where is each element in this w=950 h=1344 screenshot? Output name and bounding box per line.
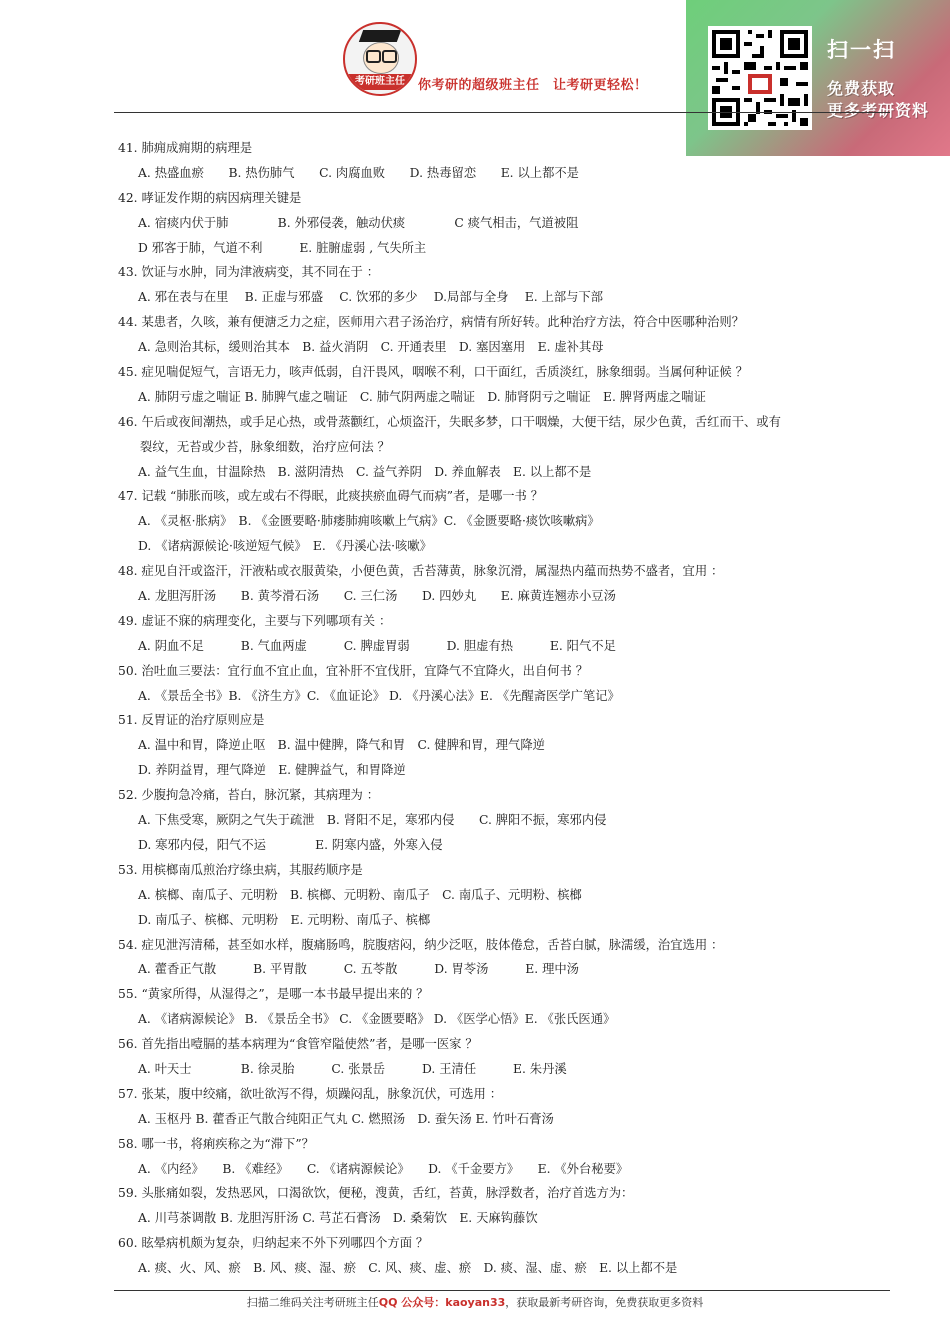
header-divider [114, 112, 890, 113]
answer-options: D. 寒邪内侵，阳气不运 E. 阴寒内盛，外寒入侵 [138, 837, 443, 852]
answer-options: D. 南瓜子、槟榔、元明粉 E. 元明粉、南瓜子、槟榔 [138, 912, 431, 927]
answer-options: A. 阴血不足 B. 气血两虚 C. 脾虚胃弱 D. 胆虚有热 E. 阳气不足 [138, 638, 616, 653]
footer-note [0, 1294, 950, 1310]
answer-options: A. 《内经》 B. 《难经》 C. 《诸病源候论》 D. 《千金要方》 E. 《外台秘要》 [138, 1161, 629, 1176]
question-text: 48. 症见自汗或盗汗，汗液粘或衣服黄染，小便色黄，舌苔薄黄，脉象沉滑，属湿热内蕴而热势不盛者，宜用 ： [118, 564, 724, 579]
answer-options: A. 下焦受寒，厥阴之气失于疏泄 B. 肾阳不足，寒邪内侵 C. 脾阳不振，寒邪内侵 [138, 813, 607, 828]
question-text: 59. 头胀痛如裂，发热恶风，口渴欲饮，便秘，溲黄，舌红，苔黄，脉浮数者，治疗首选方为： [118, 1186, 634, 1201]
graduation-cap-icon [359, 30, 401, 42]
footer-prefix: 扫描二维码关注考研班主任 [246, 1296, 379, 1309]
answer-options: A. 急则治其标，缓则治其本 B. 益火消阴 C. 开通表里 D. 塞因塞用 E. 虚补其母 [138, 340, 604, 355]
scan-label: 扫一扫 [827, 34, 896, 64]
footer-suffix: ，获取最新考研咨询，免费获取更多资料 [505, 1296, 704, 1309]
answer-options: A. 邪在表与在里 B. 正虚与邪盛 C. 饮邪的多少 D.局部与全身 E. 上部与下部 [138, 290, 604, 305]
footer-divider [114, 1290, 890, 1291]
question-list [118, 136, 898, 1281]
question-text: 53. 用槟榔南瓜煎治疗绦虫病，其服药顺序是 [118, 862, 363, 877]
promo-line-2: 更多考研资料 [827, 101, 930, 120]
answer-options: A. 宿痰内伏于肺 B. 外邪侵袭，触动伏痰 C 痰气相击，气道被阻 [138, 215, 579, 230]
answer-options: A. 《景岳全书》B. 《济生方》C. 《血证论》 D. 《丹溪心法》E. 《先醒斋医学广笔记》 [138, 688, 620, 703]
brand-logo [343, 22, 417, 96]
question-text: 47. 记载 “肺胀而咳，或左或右不得眠，此痰挟瘀血碍气而病”者，是哪一书 ？ [118, 489, 544, 504]
answer-options: A. 川芎茶调散 B. 龙胆泻肝汤 C. 芎芷石膏汤 D. 桑菊饮 E. 天麻钩藤饮 [138, 1211, 538, 1226]
answer-options: A. 痰、火、风、瘀 B. 风、痰、湿、瘀 C. 风、痰、虚、瘀 D. 痰、湿、虚、瘀 E. 以上都不是 [138, 1261, 678, 1276]
question-text: 44. 某患者，久咳，兼有便溏乏力之症，医师用六君子汤治疗，病情有所好转。此种治疗方法，符合中医哪种治则？ [118, 315, 745, 330]
glasses-right-lens [382, 50, 397, 63]
answer-options: D. 《诸病源候论·咳逆短气候》 E. 《丹溪心法·咳嗽》 [138, 539, 432, 554]
answer-options: A. 叶天士 B. 徐灵胎 C. 张景岳 D. 王清任 E. 朱丹溪 [138, 1061, 567, 1076]
question-text: 60. 眩晕病机颇为复杂，归纳起来不外下列哪四个方面 ？ [118, 1236, 429, 1251]
answer-options: A. 玉枢丹 B. 藿香正气散合纯阳正气丸 C. 燃照汤 D. 蚕矢汤 E. 竹叶石膏汤 [138, 1111, 554, 1126]
logo-text: 考研班主任 [343, 74, 417, 90]
question-text: 50. 治吐血三要法：宜行血不宜止血，宜补肝不宜伐肝，宜降气不宜降火，出自何书 ？ [118, 663, 589, 678]
glasses-icon [366, 50, 381, 63]
answer-options: A. 肺阴亏虚之喘证 B. 肺脾气虚之喘证 C. 肺气阴两虚之喘证 D. 肺肾阴亏之喘证 E. 脾肾两虚之喘证 [138, 389, 706, 404]
question-text: 裂纹，无苔或少苔，脉象细数，治疗应何法 ？ [140, 439, 390, 454]
question-text: 57. 张某，腹中绞痛，欲吐欲泻不得，烦躁闷乱，脉象沉伏，可选用 ： [118, 1086, 502, 1101]
question-text: 58. 哪一书，将痢疾称之为“滞下”？ [118, 1136, 314, 1151]
question-text: 51. 反胃证的治疗原则应是 [118, 713, 265, 728]
question-text: 43. 饮证与水肿，同为津液病变，其不同在于 ： [118, 265, 380, 280]
qr-promo-banner[interactable] [686, 0, 950, 156]
answer-options: A. 龙胆泻肝汤 B. 黄芩滑石汤 C. 三仁汤 D. 四妙丸 E. 麻黄连翘赤小豆汤 [138, 589, 616, 604]
question-text: 52. 少腹拘急冷痛，苔白，脉沉紧，其病理为 ： [118, 788, 380, 803]
answer-options: A. 槟榔、南瓜子、元明粉 B. 槟榔、元明粉、南瓜子 C. 南瓜子、元明粉、槟榔 [138, 887, 582, 902]
question-text: 41. 肺痈成痈期的病理是 [118, 141, 253, 155]
answer-options: A. 《诸病源候论》 B. 《景岳全书》 C. 《金匮要略》 D. 《医学心悟》E. 《张氏医通》 [138, 1012, 616, 1027]
header-slogan: 你考研的超级班主任 让考研更轻松！ [418, 78, 648, 93]
answer-options: A. 益气生血，甘温除热 B. 滋阴清热 C. 益气养阴 D. 养血解表 E. 以上都不是 [138, 464, 592, 479]
answer-options: D 邪客于肺，气道不利 E. 脏腑虚弱 , 气失所主 [138, 240, 427, 255]
question-text: 56. 首先指出噎膈的基本病理为“食管窄隘使然”者，是哪一医家 ？ [118, 1037, 478, 1052]
answer-options: A. 热盛血瘀 B. 热伤肺气 C. 肉腐血败 D. 热毒留恋 E. 以上都不是 [138, 165, 579, 180]
question-text: 54. 症见泄泻清稀，甚至如水样，腹痛肠鸣，脘腹痞闷，纳少泛呕，肢体倦怠，舌苔白腻，脉濡缓，治宜选用 ： [118, 937, 724, 952]
answer-options: D. 养阴益胃，理气降逆 E. 健脾益气，和胃降逆 [138, 763, 406, 778]
question-text: 42. 哮证发作期的病因病理关键是 [118, 190, 302, 205]
answer-options: A. 藿香正气散 B. 平胃散 C. 五苓散 D. 胃苓汤 E. 理中汤 [138, 962, 579, 977]
answer-options: A. 温中和胃，降逆止呕 B. 温中健脾，降气和胃 C. 健脾和胃，理气降逆 [138, 738, 545, 753]
answer-options: A. 《灵枢·胀病》 B. 《金匮要略·肺痿肺痈咳嗽上气病》C. 《金匮要略·痰饮咳嗽病》 [138, 514, 600, 529]
qr-code-icon[interactable] [708, 26, 812, 130]
question-text: 49. 虚证不寐的病理变化，主要与下列哪项有关 ： [118, 613, 392, 628]
promo-line-1: 免费获取 [827, 79, 896, 98]
question-text: 55. “黄家所得，从湿得之”，是哪一本书最早提出来的 ？ [118, 987, 429, 1002]
question-text: 46. 午后或夜间潮热，或手足心热，或骨蒸颧红，心烦盗汗，失眠多梦，口干咽燥，大便干结，尿少色黄，舌红而干、或有 [118, 414, 781, 429]
footer-qq-account: QQ 公众号：kaoyan33 [378, 1296, 506, 1309]
question-text: 45. 症见喘促短气，言语无力，咳声低弱，自汗畏风，咽喉不利，口干面红，舌质淡红，脉象细弱。当属何种证候 ？ [118, 365, 748, 380]
